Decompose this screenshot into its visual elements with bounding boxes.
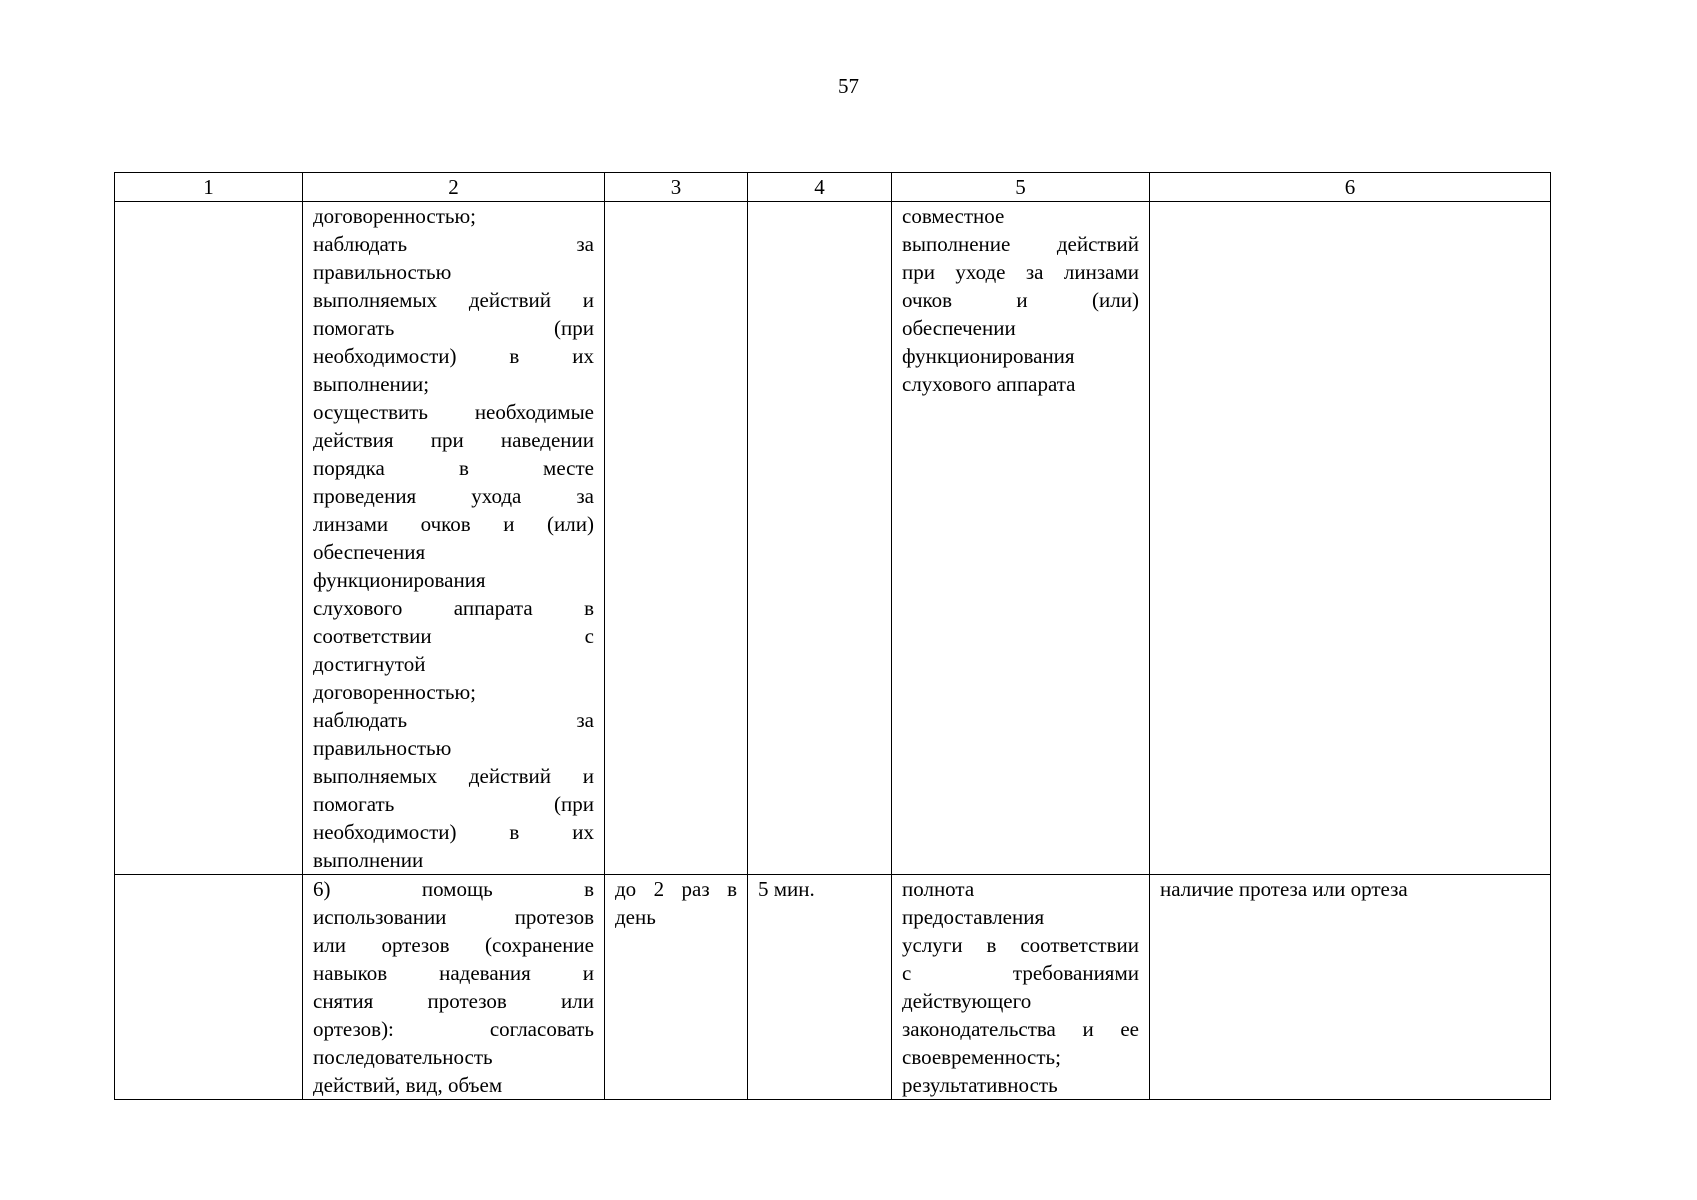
cell-line: очков и (или) xyxy=(902,288,1139,312)
table-row xyxy=(115,202,1551,875)
cell-line: действующего xyxy=(902,989,1032,1013)
cell-line: договоренностью; xyxy=(313,204,476,228)
cell-line: проведения ухода за xyxy=(313,484,594,508)
cell-line: совместное xyxy=(902,204,1005,228)
row-2-col-6 xyxy=(1150,875,1551,1100)
header-row xyxy=(115,173,1551,202)
cell-line: функционирования xyxy=(313,568,486,592)
cell-line: 5 мин. xyxy=(758,877,815,901)
cell-line: выполняемых действий и xyxy=(313,288,594,312)
header-col-4: 4 xyxy=(748,173,892,202)
cell-line: услуги в соответствии xyxy=(902,933,1139,957)
cell-line: до 2 раз в xyxy=(615,877,737,901)
page-number: 57 xyxy=(838,74,859,98)
row-2-col-5 xyxy=(892,875,1150,1100)
cell-line: навыков надевания и xyxy=(313,961,594,985)
cell-line: выполнение действий xyxy=(902,232,1139,256)
cell-line: выполняемых действий и xyxy=(313,764,594,788)
cell-line: правильностью xyxy=(313,260,452,284)
cell-line: последовательность xyxy=(313,1045,493,1069)
header-col-6: 6 xyxy=(1150,173,1551,202)
cell-line: снятия протезов или xyxy=(313,989,594,1013)
cell-line: необходимости) в их xyxy=(313,820,594,844)
header-col-2: 2 xyxy=(303,173,605,202)
row-1-col-6 xyxy=(1150,202,1551,875)
services-table xyxy=(114,172,1551,1100)
cell-line: слухового аппарата xyxy=(902,372,1076,396)
cell-line: использовании протезов xyxy=(313,905,594,929)
row-2-col-4 xyxy=(748,875,892,1100)
row-1-col-4 xyxy=(748,202,892,875)
cell-line: порядка в месте xyxy=(313,456,594,480)
cell-line: или ортезов (сохранение xyxy=(313,933,594,957)
cell-line: наличие протеза или ортеза xyxy=(1160,877,1408,901)
cell-line: слухового аппарата в xyxy=(313,596,594,620)
cell-line: полнота xyxy=(902,877,975,901)
cell-line: договоренностью; xyxy=(313,680,476,704)
cell-line: ортезов): согласовать xyxy=(313,1017,594,1041)
row-1-col-5 xyxy=(892,202,1150,875)
header-col-5: 5 xyxy=(892,173,1150,202)
header-col-1: 1 xyxy=(115,173,303,202)
cell-line: необходимости) в их xyxy=(313,344,594,368)
row-2-col-2 xyxy=(303,875,605,1100)
cell-line: наблюдать за xyxy=(313,232,594,256)
cell-line: помогать (при xyxy=(313,316,594,340)
cell-line: функционирования xyxy=(902,344,1075,368)
row-2-col-3 xyxy=(605,875,748,1100)
cell-line: обеспечении xyxy=(902,316,1016,340)
table-row xyxy=(115,875,1551,1100)
cell-line: с требованиями xyxy=(902,961,1139,985)
cell-line: день xyxy=(615,905,656,929)
cell-line: действия при наведении xyxy=(313,428,594,452)
cell-line: осуществить необходимые xyxy=(313,400,594,424)
row-1-col-2 xyxy=(303,202,605,875)
cell-line: соответствии с xyxy=(313,624,594,648)
cell-line: своевременность; xyxy=(902,1045,1061,1069)
cell-line: 6) помощь в xyxy=(313,877,594,901)
header-col-3: 3 xyxy=(605,173,748,202)
cell-line: выполнении xyxy=(313,848,424,872)
row-1-col-1 xyxy=(115,202,303,875)
cell-line: при уходе за линзами xyxy=(902,260,1139,284)
cell-line: обеспечения xyxy=(313,540,426,564)
cell-line: линзами очков и (или) xyxy=(313,512,594,536)
row-1-col-3 xyxy=(605,202,748,875)
cell-line: действий, вид, объем xyxy=(313,1073,503,1097)
cell-line: достигнутой xyxy=(313,652,426,676)
cell-line: законодательства и ее xyxy=(902,1017,1139,1041)
cell-line: предоставления xyxy=(902,905,1045,929)
cell-line: наблюдать за xyxy=(313,708,594,732)
cell-line: правильностью xyxy=(313,736,452,760)
row-2-col-1 xyxy=(115,875,303,1100)
cell-line: результативность xyxy=(902,1073,1058,1097)
cell-line: помогать (при xyxy=(313,792,594,816)
cell-line: выполнении; xyxy=(313,372,430,396)
